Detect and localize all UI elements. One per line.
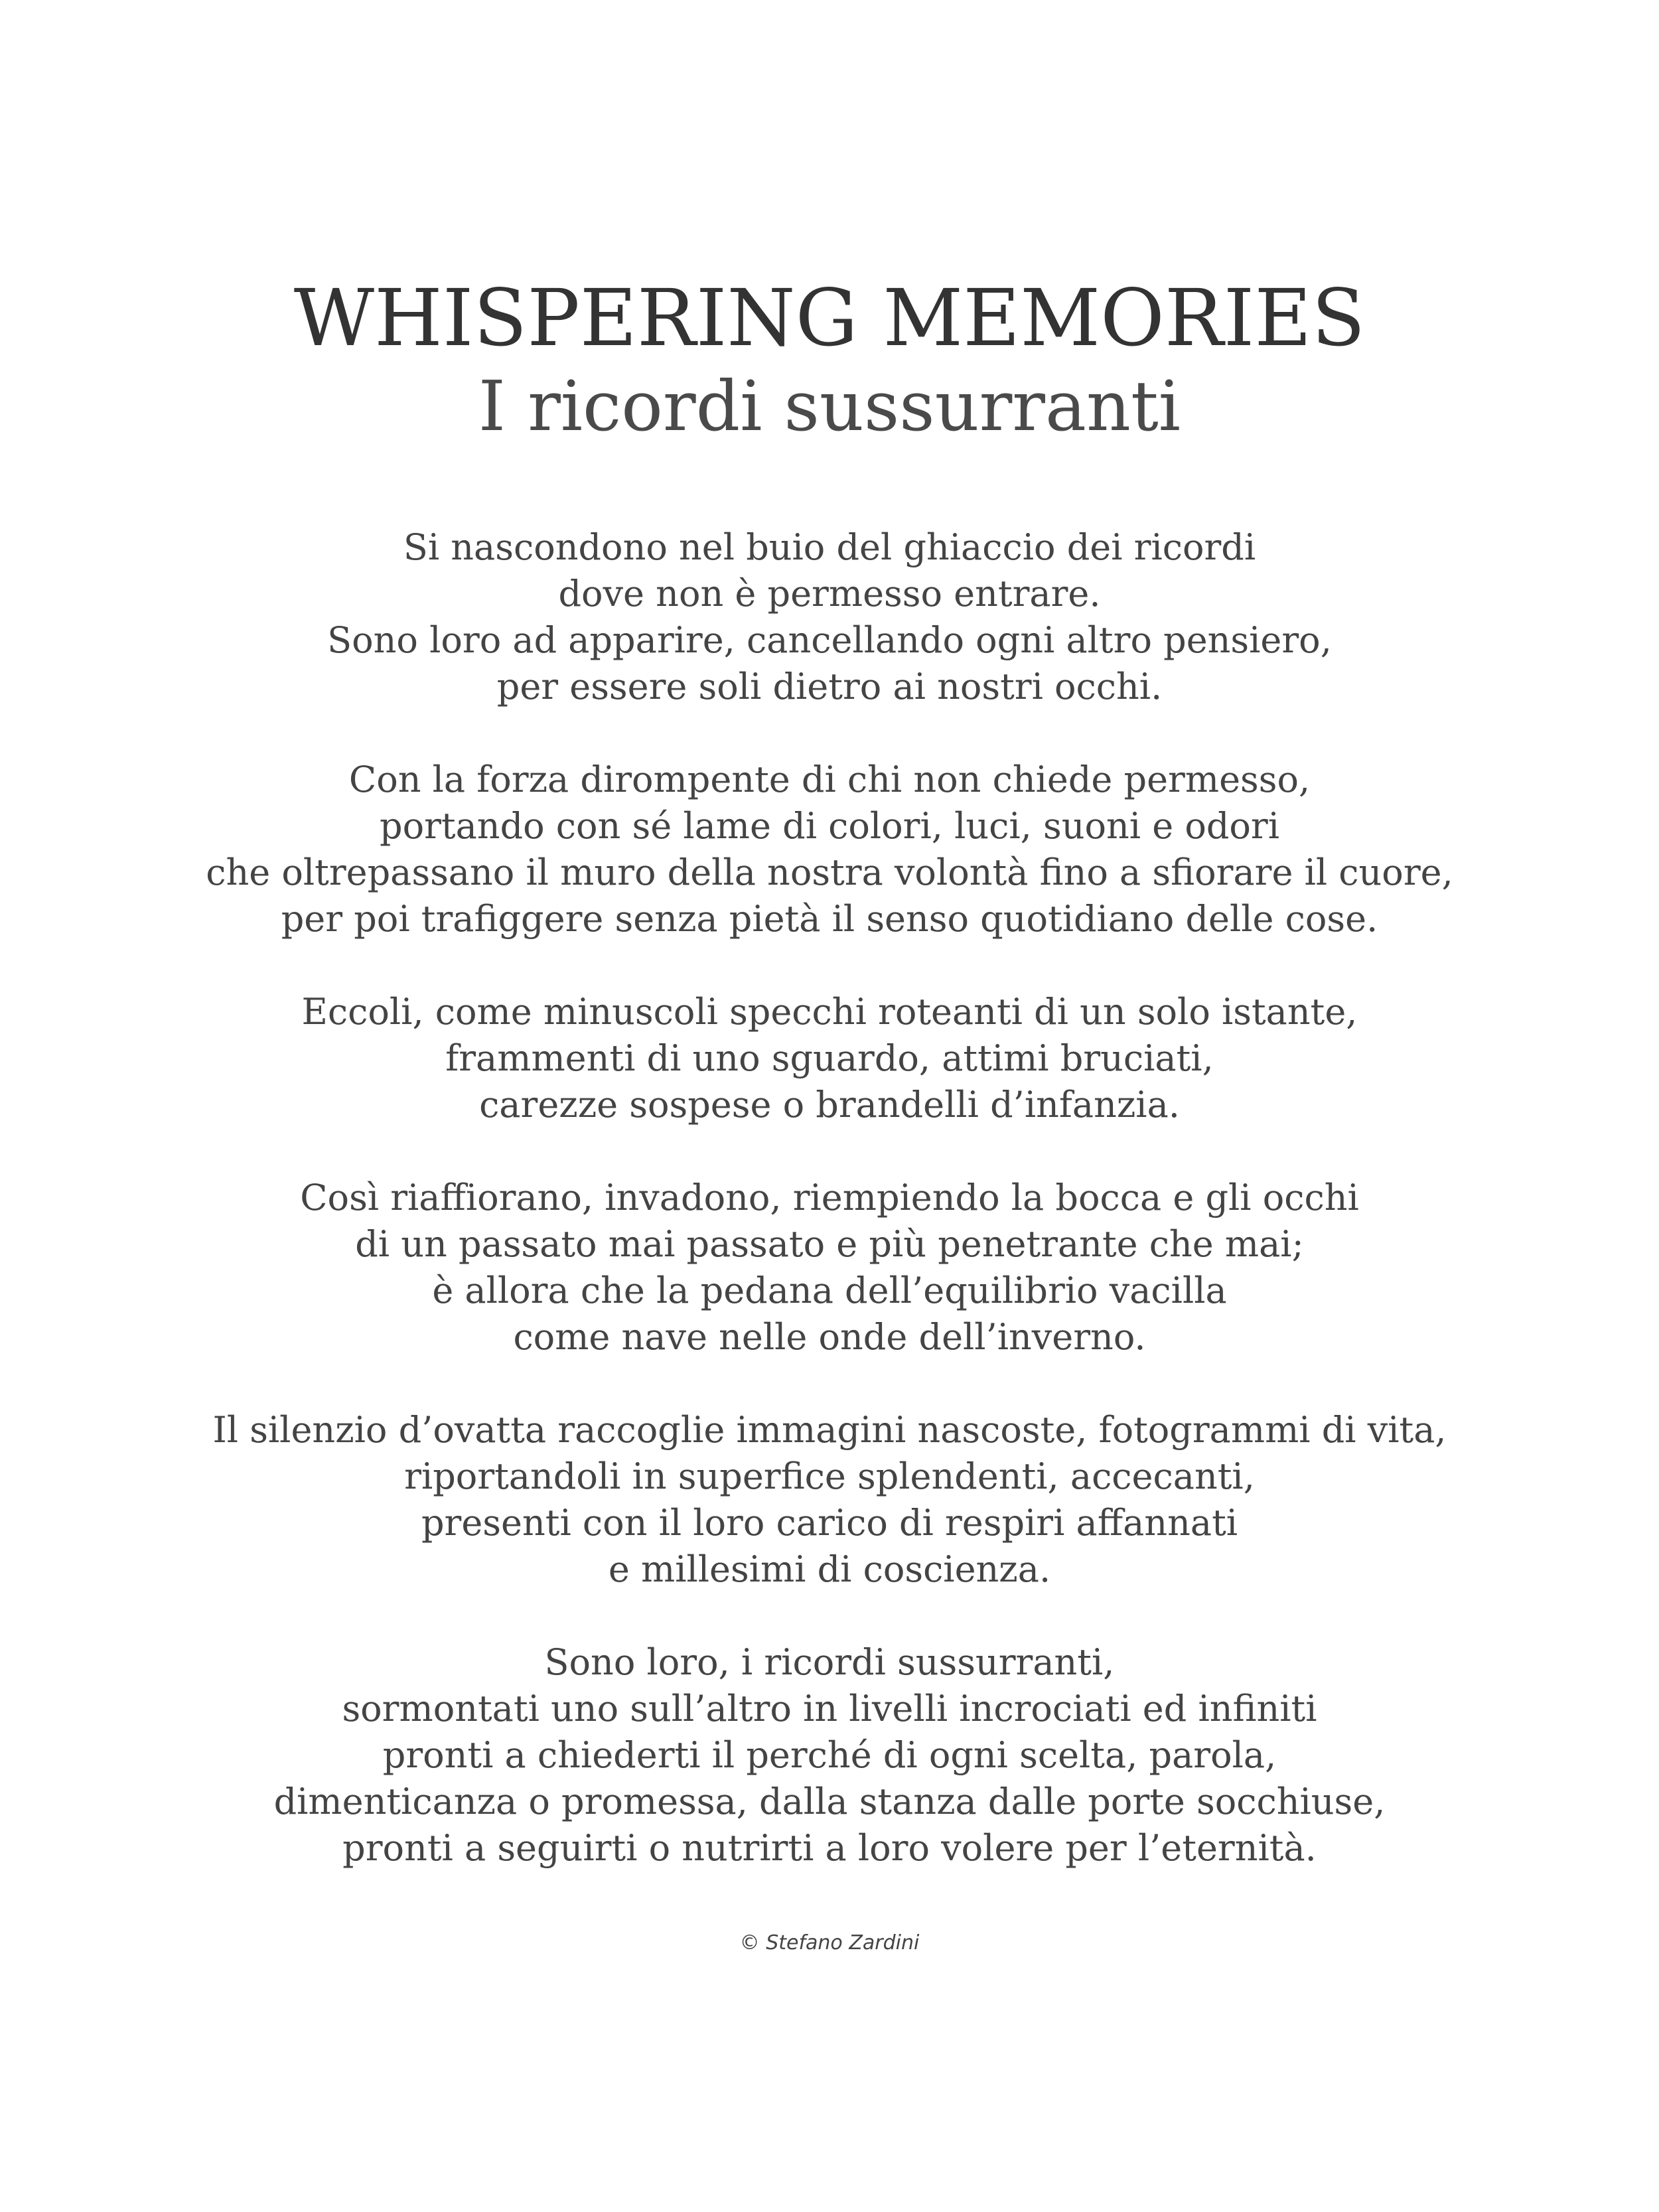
- poem-line: e millesimi di coscienza.: [608, 1548, 1051, 1590]
- poem-line: è allora che la pedana dell’equilibrio vacilla: [432, 1270, 1227, 1311]
- poem-line: presenti con il loro carico di respiri affannati: [421, 1502, 1238, 1544]
- poem-line: pronti a seguirti o nutrirti a loro volere per l’eternità.: [342, 1827, 1317, 1869]
- poem-line: frammenti di uno sguardo, attimi bruciati,: [445, 1037, 1214, 1079]
- poem-body: [0, 524, 1659, 1918]
- poem-line: per essere soli dietro ai nostri occhi.: [496, 666, 1163, 707]
- poem-line: riportandoli in superfice splendenti, accecanti,: [404, 1455, 1255, 1497]
- poem-line: Sono loro ad apparire, cancellando ogni altro pensiero,: [327, 619, 1332, 661]
- poem-line: sormontati uno sull’altro in livelli incrociati ed infiniti: [342, 1688, 1317, 1730]
- poem-line: Eccoli, come minuscoli specchi roteanti di un solo istante,: [301, 991, 1358, 1033]
- poem-line: Così riaffiorano, invadono, riempiendo la bocca e gli occhi: [300, 1177, 1359, 1218]
- stanza-6: [0, 1639, 1659, 1872]
- stanza-4: [0, 1175, 1659, 1361]
- poem-line: carezze sospese o brandelli d’infanzia.: [479, 1084, 1180, 1126]
- poem-line: Sono loro, i ricordi sussurranti,: [544, 1641, 1115, 1683]
- poem-line: Con la forza dirompente di chi non chiede permesso,: [348, 759, 1311, 800]
- poem-line: Si nascondono nel buio del ghiaccio dei ricordi: [403, 526, 1256, 568]
- poem-line: come nave nelle onde dell’inverno.: [513, 1316, 1146, 1358]
- stanza-3: [0, 989, 1659, 1128]
- poem-line: pronti a chiederti il perché di ogni scelta, parola,: [382, 1734, 1277, 1776]
- stanza-2: [0, 757, 1659, 942]
- copyright-notice: © Stefano Zardini: [739, 1931, 920, 1954]
- poem-line: di un passato mai passato e più penetrante che mai;: [355, 1223, 1304, 1265]
- poem-line: Il silenzio d’ovatta raccoglie immagini nascoste, fotogrammi di vita,: [212, 1409, 1447, 1451]
- poem-subtitle: I ricordi sussurranti: [478, 366, 1181, 447]
- stanza-5: [0, 1407, 1659, 1593]
- poem-line: dimenticanza o promessa, dalla stanza dalle porte socchiuse,: [273, 1781, 1386, 1822]
- poem-line: portando con sé lame di colori, luci, suoni e odori: [380, 805, 1279, 847]
- poem-line: dove non è permesso entrare.: [558, 573, 1101, 615]
- poem-title: WHISPERING MEMORIES: [293, 272, 1366, 364]
- stanza-1: [0, 524, 1659, 710]
- poem-line: che oltrepassano il muro della nostra volontà fino a sfiorare il cuore,: [206, 851, 1453, 893]
- poem-line: per poi trafiggere senza pietà il senso quotidiano delle cose.: [281, 898, 1378, 940]
